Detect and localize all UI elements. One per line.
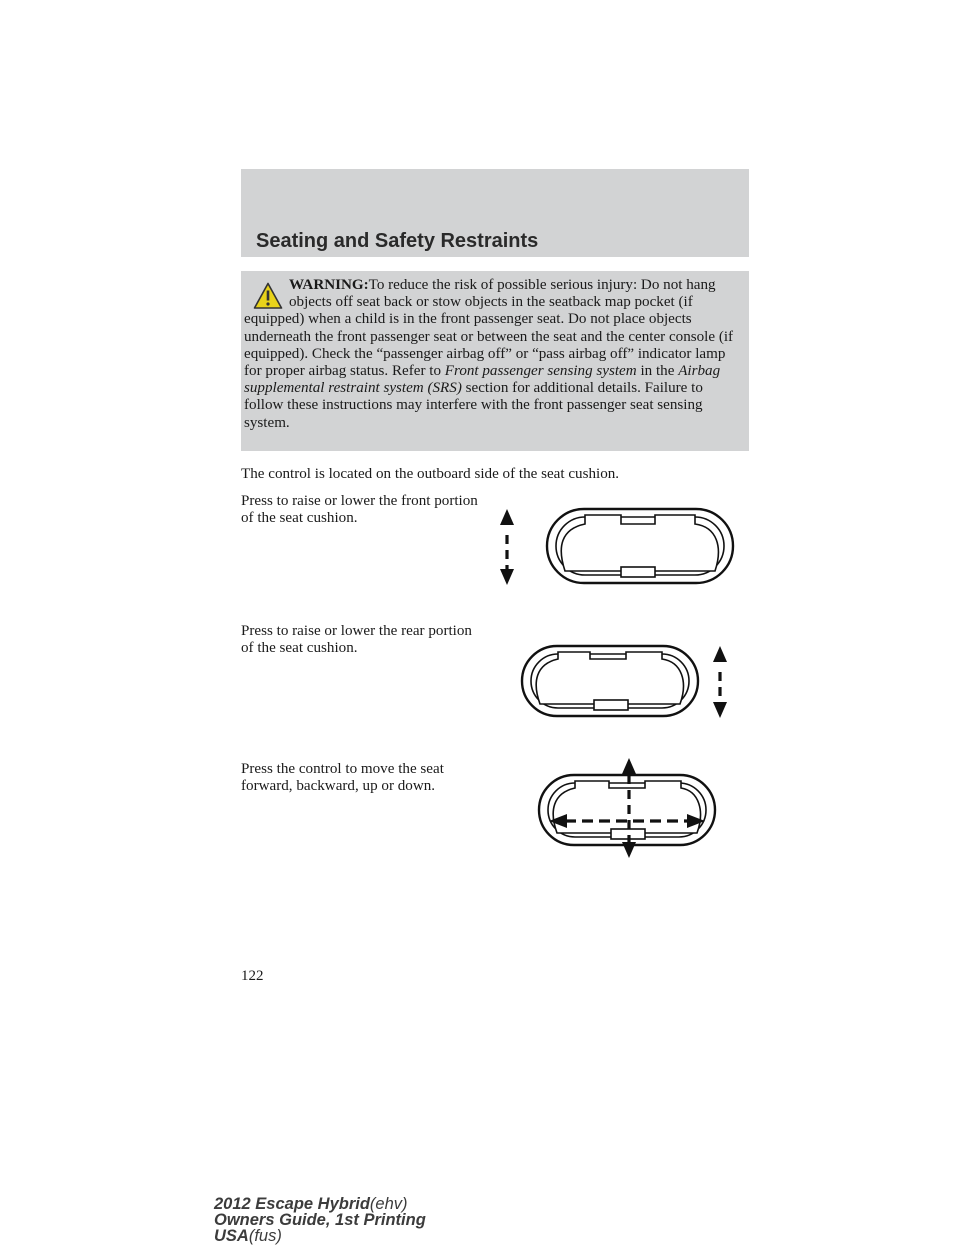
footer-market-code: (fus)	[248, 1227, 282, 1245]
seat-four-way-control-icon	[535, 753, 720, 861]
page-number: 122	[241, 968, 264, 984]
warning-label: WARNING:	[289, 277, 369, 293]
control-location-text: The control is located on the outboard side of the seat cushion.	[241, 466, 620, 482]
footer-market: USA	[214, 1227, 249, 1245]
warning-text-part3: section for additional details. Failure to follow these instructions may interfere with the front passenger seat sensing system.	[244, 380, 703, 431]
four-way-text: Press the control to move the seat forward, backward, up or down.	[241, 761, 444, 795]
warning-reference-sensing: Front passenger sensing system	[444, 363, 637, 380]
warning-text-part1: To reduce the risk of possible serious injury: Do not hang objects off seat back or stow objects in the seatback map pocket (if equipped) when a child is in the front passenger seat. Do not place objects underneath the front passenger seat or between the seat and the center console (if equipped). Check the “passenger airbag off” or “pass airbag off” indicator lamp for proper airbag status. Refer to	[244, 277, 734, 380]
seat-front-tilt-control-icon	[495, 505, 740, 590]
footer-model: 2012 Escape Hybrid	[214, 1195, 370, 1213]
rear-tilt-text: Press to raise or lower the rear portion of the seat cushion.	[241, 623, 472, 657]
warning-text	[244, 277, 744, 432]
page-title: Seating and Safety Restraints	[256, 230, 539, 252]
warning-reference-srs: Airbag supplemental restraint system (SRS)	[244, 363, 721, 397]
footer-line-1	[214, 1196, 514, 1212]
warning-text-part2: in the	[640, 363, 675, 380]
seat-rear-tilt-control-icon	[518, 640, 740, 722]
footer-line-2: Owners Guide, 1st Printing	[214, 1211, 426, 1229]
footer	[214, 1196, 514, 1244]
footer-model-code: (ehv)	[369, 1195, 408, 1213]
front-tilt-text: Press to raise or lower the front portion of the seat cushion.	[241, 493, 478, 527]
